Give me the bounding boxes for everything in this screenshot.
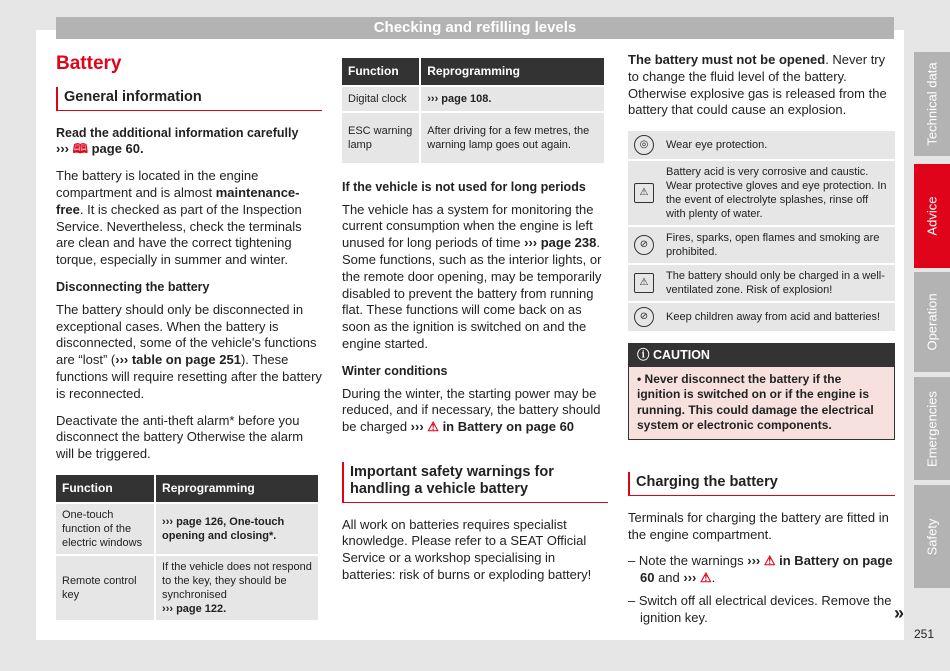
page-238-link[interactable]: page 238 [540,235,597,251]
table-row: Remote control key If the vehicle does not respond to the key, they should be synchronised ››› page 122. [56,556,318,620]
section-heading-safety-warnings: Important safety warnings for handling a vehicle battery [342,462,608,503]
caution-title: CAUTION [653,348,710,363]
table-header-function: Function [56,475,154,502]
table-ref-link[interactable]: table on page 251 [131,352,241,368]
section-heading-general: General information [56,87,322,111]
paragraph-disconnect: The battery should only be disconnected in exceptional cases. When the battery is disconnected, some of the vehicle's functions are “lost” (››› table on page 251). These functions will require resetting after the battery is reconnected. [56,301,322,401]
left-margin [0,0,36,671]
caution-text: Never disconnect the battery if the ignition is switched on or if the engine is running. This could damage the electrical system or electronic components. [637,371,874,433]
paragraph-terminals: Terminals for charging the battery are fitted in the engine compartment. [628,509,889,542]
read-more-label: Read the additional information carefully [56,125,299,140]
section-heading-charging: Charging the battery [628,472,895,496]
tab-technical-data[interactable]: Technical data [914,52,950,156]
column-3 [628,52,895,637]
no-fire-icon: ⊘ [634,235,654,255]
warning-triangle-icon: ⚠ [427,419,439,435]
list-item: ⊘ Fires, sparks, open flames and smoking are prohibited. [628,227,895,263]
tab-safety[interactable]: Safety [914,485,950,588]
list-item: ⚠ Battery acid is very corrosive and caustic. Wear protective gloves and eye protection. In the event of electrolyte splashes, rinse off with plenty of water. [628,161,895,225]
corrosive-icon: ⚠ [634,183,654,203]
table-row: Digital clock ››› page 108. [342,87,604,111]
eye-protection-icon: ◎ [634,135,654,155]
caution-box: ⓘ CAUTION • Never disconnect the battery if the ignition is switched on or if the engine is running. This could damage the electrical system or electronic components. [628,343,895,440]
list-item: ⚠ The battery should only be charged in a well-ventilated zone. Risk of explosion! [628,265,895,301]
explosion-icon: ⚠ [634,273,654,293]
warning-triangle-icon: ⚠ [700,570,712,586]
tab-advice[interactable]: Advice [914,164,950,268]
subheading-long-periods: If the vehicle is not used for long periods [342,179,586,194]
tab-operation[interactable]: Operation [914,272,950,372]
subheading-disconnecting: Disconnecting the battery [56,279,210,294]
table-header-reprogramming: Reprogramming [421,58,604,85]
warning-triangle-icon: ⚠ [763,553,776,569]
table-row: ESC warning lamp After driving for a few metres, the warning lamp goes out again. [342,113,604,163]
read-more-link[interactable]: ››› 🕮 page 60. [56,141,144,157]
tab-emergencies[interactable]: Emergencies [914,377,950,480]
list-item: ◎ Wear eye protection. [628,131,895,159]
page-number: 251 [914,627,935,641]
bottom-margin [0,640,950,671]
battery-warning-link[interactable]: in Battery on page 60 [640,553,893,586]
battery-warning-link[interactable]: in Battery on page 60 [442,419,575,435]
column-2 [342,56,608,594]
paragraph-alarm: Deactivate the anti-theft alarm* before you disconnect the battery Otherwise the alarm will be triggered. [56,412,304,462]
list-item: – Note the warnings ››› ⚠ in Battery on page 60 and ››› ⚠. [628,553,893,586]
list-item: – Switch off all electrical devices. Remove the ignition key. [628,592,892,625]
continue-icon: » [894,603,905,623]
reprogramming-table-1 [54,473,320,622]
keep-children-away-icon: ⊘ [634,307,654,327]
column-1 [56,52,322,622]
book-icon: 🕮 [72,141,88,157]
page-title: Battery [56,53,122,74]
warning-symbols-table [628,129,895,333]
reprogramming-table-2 [340,56,606,165]
header-title: Checking and refilling levels [56,17,894,39]
paragraph-do-not-open: The battery must not be opened. Never try to change the fluid level of the battery. Otherwise explosive gas is released from the battery that could cause an explosion. [628,52,887,118]
table-row: One-touch function of the electric windows ››› page 126, One-touch opening and closing*. [56,504,318,554]
list-item: ⊘ Keep children away from acid and batteries! [628,303,895,331]
paragraph-long-periods: The vehicle has a system for monitoring the current consumption when the engine is left unused for long periods of time ››› page 238. Some functions, such as the interior lights, or the remote door opening, may be temporarily disabled to prevent the battery from running flat. These functions will come back on as soon as the ignition is switched on and the engine started. [342,201,602,351]
caution-icon: ⓘ [637,348,650,363]
table-header-reprogramming: Reprogramming [156,475,318,502]
paragraph-location: The battery is located in the engine compartment and is almost maintenance-free. It is checked as part of the Inspection Service. Nevertheless, check the terminals are clean and have the correct tightening torque, especially in summer and winter. [56,168,302,268]
subheading-winter: Winter conditions [342,363,448,378]
table-header-function: Function [342,58,419,85]
paragraph-winter: During the winter, the starting power may be reduced, and if necessary, the battery should be charged ››› ⚠ in Battery on page 60 [342,385,601,435]
paragraph-specialist: All work on batteries requires specialist knowledge. Please refer to a SEAT Official Service or a workshop specialising in batteries: risk of burns or exploding battery! [342,516,592,582]
